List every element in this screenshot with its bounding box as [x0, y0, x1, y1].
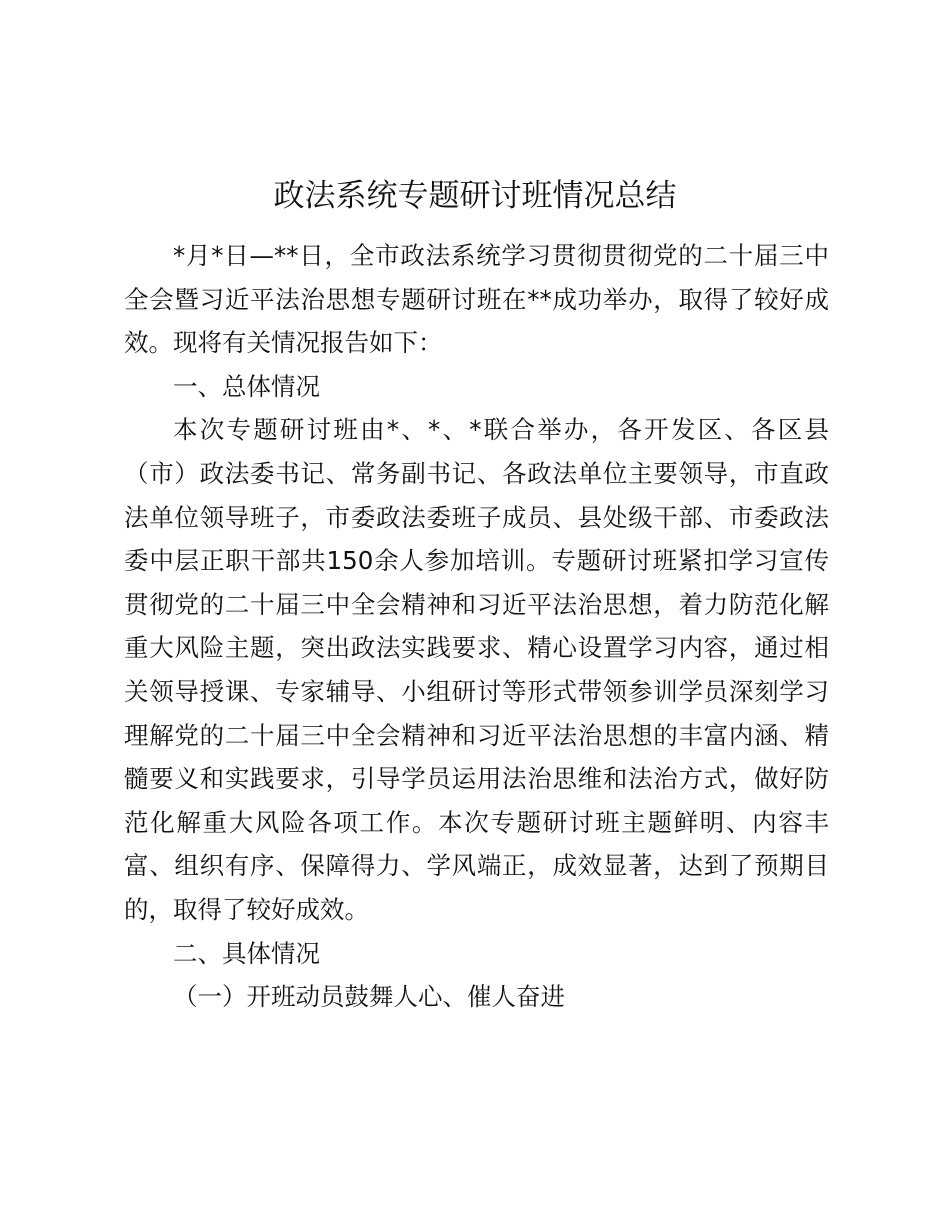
section-heading-overall: 一、总体情况 — [173, 371, 320, 401]
overall-paragraph: 本次专题研讨班由*、*、*联合举办，各开发区、各区县（市）政法委书记、常务副书记、各政法单位主要领导，市直政法单位领导班子，市委政法委班子成员、县处级干部、市委政法委中层正职干部共150余人参加培训。专题研讨班紧扣学习宣传贯彻党的二十届三中全会精神和习近平法治思想，着力防范化解重大风险主题，突出政法实践要求、精心设置学习内容，通过相关领导授课、专家辅导、小组研讨等形式带领参训学员深刻学习理解党的二十届三中全会精神和习近平法治思想的丰富内涵、精髓要义和实践要求，引导学员运用法治思维和法治方式，做好防范化解重大风险各项工作。本次专题研讨班主题鲜明、内容丰富、组织有序、保障得力、学风端正，成效显著，达到了预期目的，取得了较好成效。 — [124, 415, 829, 924]
document-title: 政法系统专题研讨班情况总结 — [273, 178, 677, 214]
intro-paragraph: *月*日—**日，全市政法系统学习贯彻贯彻党的二十届三中全会暨习近平法治思想专题研讨班在**成功举办，取得了较好成效。现将有关情况报告如下： — [124, 241, 829, 358]
section-heading-details: 二、具体情况 — [173, 938, 320, 968]
document-body — [124, 234, 829, 1019]
subsection-heading-opening: （一）开班动员鼓舞人心、催人奋进 — [173, 982, 565, 1012]
